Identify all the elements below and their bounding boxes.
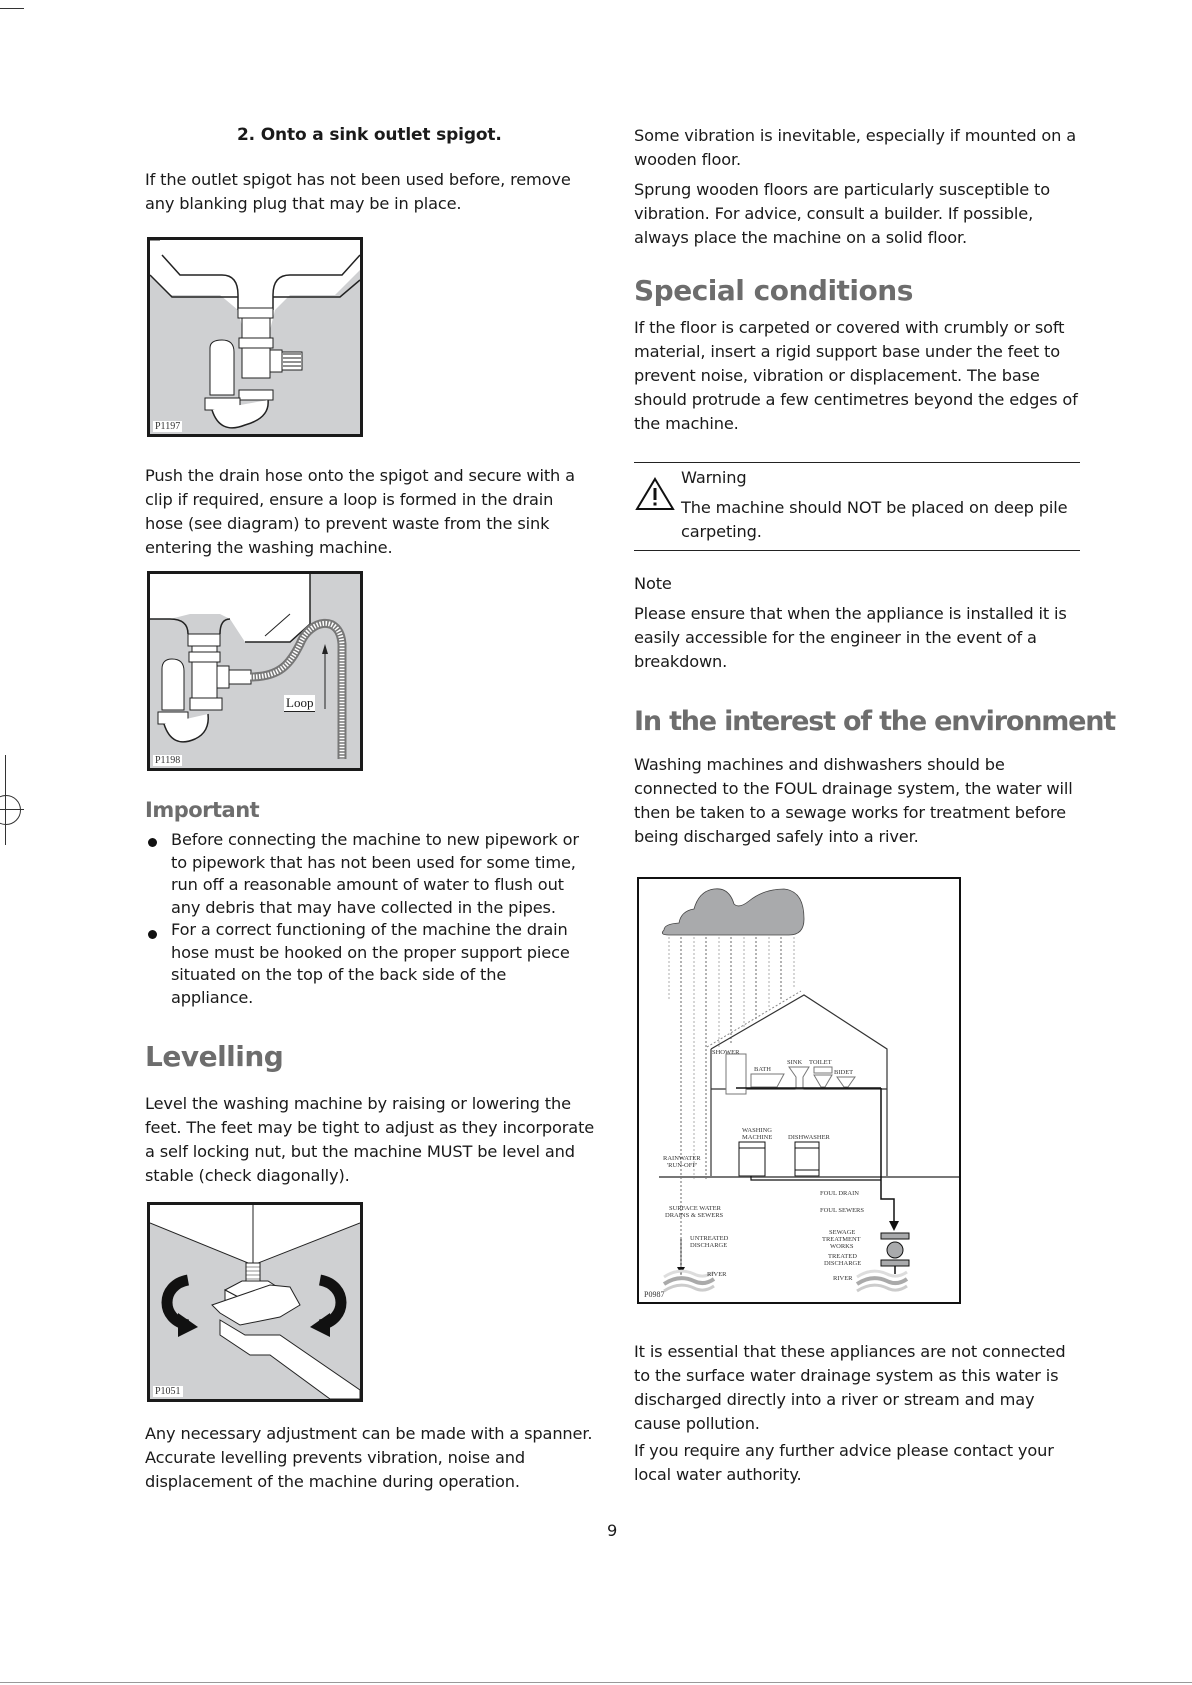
label-drains-sewers: DRAINS & SEWERS (665, 1212, 724, 1219)
warning-title: Warning (681, 468, 747, 487)
label-sewage: SEWAGE (829, 1229, 856, 1236)
important-item-text: For a correct functioning of the machine the drain hose must be hooked on the proper support piece situated on the top of the back side of the appliance. (171, 920, 570, 1007)
label-works: WORKS (830, 1243, 854, 1250)
note-text: Please ensure that when the appliance is installed it is easily accessible for the engineer in the event of a breakdown. (634, 604, 1067, 671)
label-treated: TREATED (828, 1253, 857, 1260)
warning-text: The machine should NOT be placed on deep pile carpeting. (681, 498, 1068, 541)
warning-top-rule (634, 462, 1080, 463)
important-item-text: Before connecting the machine to new pipework or to pipework that has not been used for some time, run off a reasonable amount of water to flush out any debris that may have collected in the pipes. (171, 830, 579, 917)
registration-mark-horizontal (0, 809, 24, 810)
environment-text: Washing machines and dishwashers should be connected to the FOUL drainage system, the water will then be taken to a sewage works for treatment before being discharged safely into a river. (634, 755, 1073, 846)
important-heading: Important (145, 798, 260, 822)
figure-label-p1051: P1051 (155, 1386, 181, 1397)
appliance-connection-text: It is essential that these appliances are not connected to the surface water drainage system as this water is discharged directly into a river or stream and may cause pollution. (634, 1342, 1066, 1433)
important-item (145, 919, 590, 1009)
figure-levelling-feet (147, 1202, 363, 1402)
important-list (145, 829, 590, 1009)
label-washing-machine-2: MACHINE (742, 1134, 773, 1141)
label-foul-sewers: FOUL SEWERS (820, 1207, 864, 1214)
label-shower: SHOWER (712, 1049, 740, 1056)
figure-label-p1198: P1198 (155, 755, 181, 766)
label-bidet: BIDET (834, 1069, 854, 1076)
adjustment-text: Any necessary adjustment can be made with a spanner. Accurate levelling prevents vibration, noise and displacement of the machine during operation. (145, 1424, 593, 1491)
river-right-icon (857, 1271, 907, 1291)
bullet-icon (148, 838, 157, 847)
important-item (145, 829, 590, 919)
crop-mark-top-left (0, 8, 24, 9)
push-hose-text: Push the drain hose onto the spigot and secure with a clip if required, ensure a loop is formed in the drain hose (see diagram) to prevent waste from the sink entering the washing machine. (145, 466, 575, 557)
label-foul-drain: FOUL DRAIN (820, 1190, 859, 1197)
special-conditions-heading: Special conditions (634, 274, 913, 307)
drainage-system-illustration (639, 879, 959, 1302)
label-river-right: RIVER (833, 1275, 853, 1282)
label-treated-discharge: DISCHARGE (824, 1260, 862, 1267)
label-treatment: TREATMENT (822, 1236, 861, 1243)
sink-spigot-subheading: 2. Onto a sink outlet spigot. (237, 125, 502, 145)
levelling-heading: Levelling (145, 1040, 284, 1073)
drainage-diagram (637, 877, 961, 1304)
crop-mark-bottom (0, 1682, 1192, 1683)
label-river-left: RIVER (707, 1271, 727, 1278)
label-run-off: 'RUN-OFF' (667, 1162, 698, 1169)
figure-drain-hose-loop (147, 571, 363, 771)
sink-trap-illustration (150, 240, 360, 434)
water-authority-text: If you require any further advice please contact your local water authority. (634, 1441, 1054, 1484)
vibration-paragraph-2: Sprung wooden floors are particularly susceptible to vibration. For advice, consult a builder. If possible, always place the machine on a solid floor. (634, 180, 1050, 247)
registration-mark (0, 795, 21, 825)
figure-label-p0987: P0987 (644, 1290, 665, 1299)
note-title: Note (634, 574, 672, 593)
bullet-icon (148, 930, 157, 939)
spanner-foot-illustration (150, 1205, 360, 1399)
figure-label-p1197: P1197 (155, 421, 181, 432)
page-number: 9 (607, 1521, 618, 1540)
figure-sink-spigot (147, 237, 363, 437)
label-dishwasher: DISHWASHER (788, 1134, 830, 1141)
spigot-intro-text: If the outlet spigot has not been used before, remove any blanking plug that may be in place. (145, 170, 571, 213)
label-untreated-discharge: DISCHARGE (690, 1242, 728, 1249)
label-toilet: TOILET (809, 1059, 832, 1066)
label-untreated: UNTREATED (690, 1235, 729, 1242)
label-sink: SINK (787, 1059, 803, 1066)
cloud-icon (662, 889, 804, 935)
label-bath: BATH (754, 1066, 771, 1073)
label-surface-water: SURFACE WATER (669, 1205, 721, 1212)
vibration-paragraph-1: Some vibration is inevitable, especially if mounted on a wooden floor. (634, 126, 1077, 169)
loop-callout: Loop (286, 695, 314, 710)
label-rainwater: RAINWATER (663, 1155, 701, 1162)
environment-heading: In the interest of the environment (634, 706, 1115, 737)
warning-bottom-rule (634, 550, 1080, 551)
hose-loop-illustration (150, 574, 360, 768)
levelling-text: Level the washing machine by raising or lowering the feet. The feet may be tight to adjust as they incorporate a self locking nut, but the machine MUST be level and stable (check diagonally). (145, 1094, 595, 1185)
warning-icon (635, 477, 675, 515)
label-washing-machine: WASHING (742, 1127, 772, 1134)
special-conditions-text: If the floor is carpeted or covered with crumbly or soft material, insert a rigid support base under the feet to prevent noise, vibration or displacement. The base should protrude a few centimetres beyond the edges of the machine. (634, 318, 1078, 433)
